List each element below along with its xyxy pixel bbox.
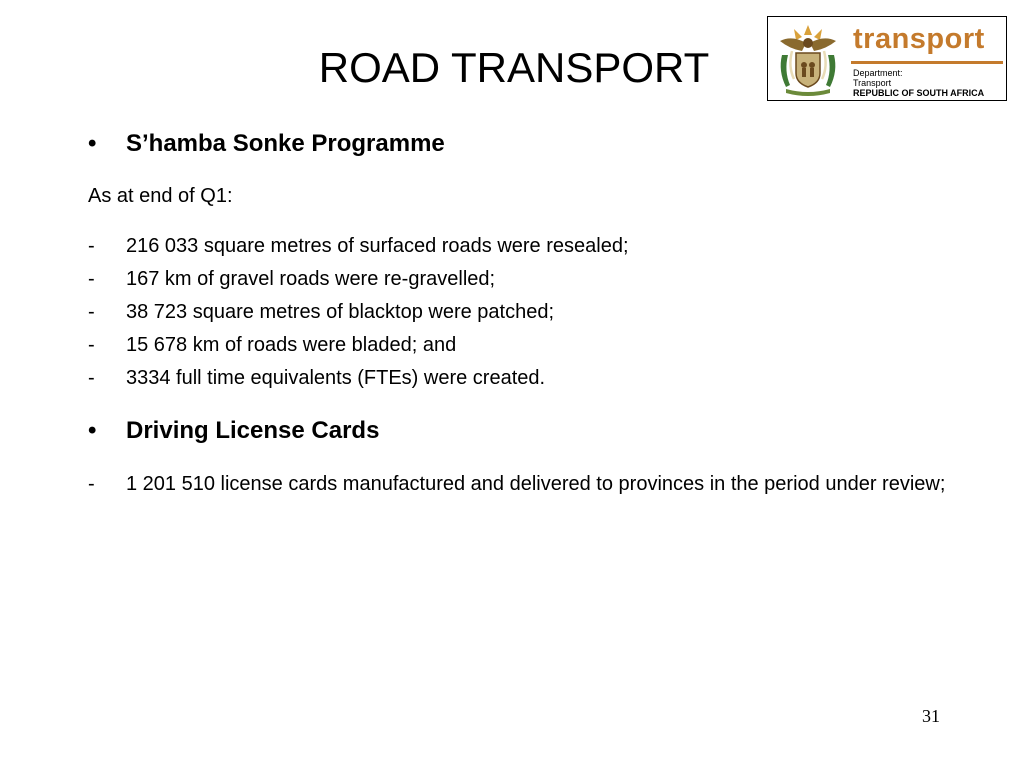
list-item-text: 15 678 km of roads were bladed; and [126,334,457,356]
section-heading-text: S’hamba Sonke Programme [126,130,445,157]
bullet-icon: • [88,417,97,444]
logo-country-name: REPUBLIC OF SOUTH AFRICA [853,88,985,98]
coat-of-arms-icon [772,21,844,97]
dash-marker: - [88,367,95,389]
page-number: 31 [922,706,940,726]
department-of-transport-logo [767,16,1007,101]
list-item-text: 38 723 square metres of blacktop were patched; [126,301,555,323]
logo-department-label: Department: [853,68,903,78]
bullet-icon: • [88,130,97,157]
list-item-text: 1 201 510 license cards manufactured and delivered to provinces in the period under review; [126,473,946,495]
logo-department-name: Transport [853,78,892,88]
dash-marker: - [88,473,95,495]
dash-marker: - [88,235,95,257]
dash-marker: - [88,268,95,290]
list-item-text: 167 km of gravel roads were re-gravelled; [126,268,496,290]
section-heading-text: Driving License Cards [126,417,380,444]
intro-text: As at end of Q1: [88,185,233,207]
dash-marker: - [88,301,95,323]
logo-divider [851,61,1003,64]
dash-marker: - [88,334,95,356]
list-item-text: 216 033 square metres of surfaced roads were resealed; [126,235,629,257]
list-item-text: 3334 full time equivalents (FTEs) were created. [126,367,546,389]
logo-brand-text: transport [853,23,985,55]
slide-title-text: ROAD TRANSPORT [318,44,710,91]
